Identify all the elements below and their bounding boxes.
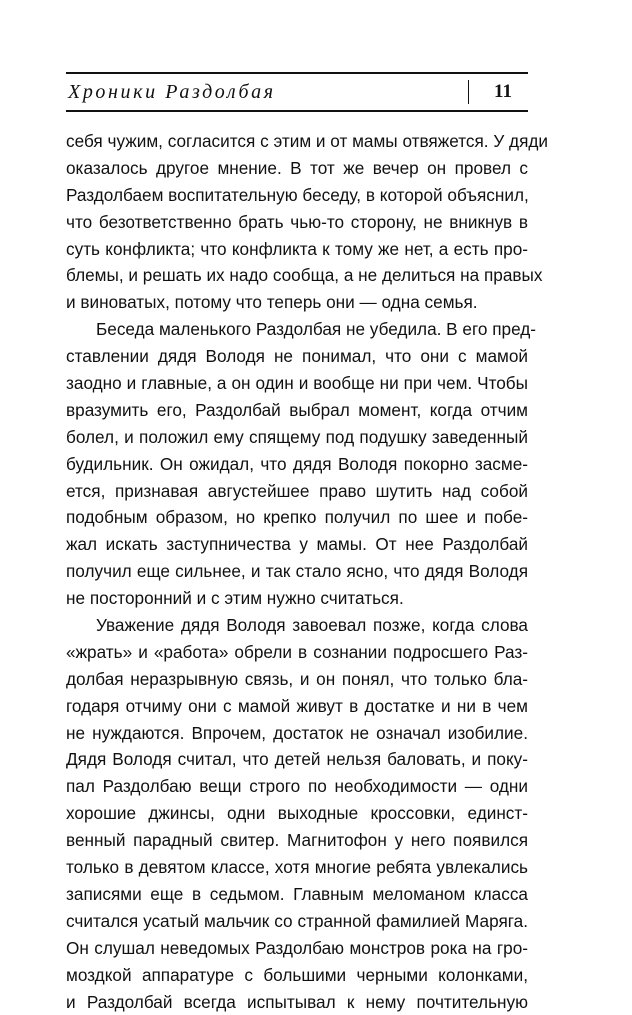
text-line: себя чужим, согласится с этим и от мамы отвяжется. У дяди <box>66 128 528 155</box>
text-line: Он слушал неведомых Раздолбаю монстров рока на гро- <box>66 935 528 962</box>
text-line: вразумить его, Раздолбай выбрал момент, когда отчим <box>66 397 528 424</box>
header-divider <box>468 80 469 104</box>
text-line: получил еще сильнее, и так стало ясно, что дядя Володя <box>66 558 528 585</box>
text-line: Дядя Володя считал, что детей нельзя баловать, и поку- <box>66 746 528 773</box>
text-line: болел, и положил ему спящему под подушку заведенный <box>66 424 528 451</box>
text-line: пал Раздолбаю вещи строго по необходимости — одни <box>66 773 528 800</box>
text-line: и Раздолбай всегда испытывал к нему почтительную <box>66 989 528 1015</box>
text-line: блемы, и решать их надо сообща, а не делиться на правых <box>66 262 528 289</box>
text-line: хорошие джинсы, одни выходные кроссовки, единст- <box>66 800 528 827</box>
text-line: моздкой аппаратуре с большими черными колонками, <box>66 962 528 989</box>
text-line: венный парадный свитер. Магнитофон у него появился <box>66 827 528 854</box>
text-line: ставлении дядя Володя не понимал, что они с мамой <box>66 343 528 370</box>
page-header <box>66 72 528 116</box>
text-line: ется, признавая августейшее право шутить над собой <box>66 478 528 505</box>
text-line: только в девятом классе, хотя многие ребята увлекались <box>66 854 528 881</box>
text-line: не посторонний и с этим нужно считаться. <box>66 585 528 612</box>
text-line: оказалось другое мнение. В тот же вечер он провел с <box>66 155 528 182</box>
text-line: Уважение дядя Володя завоевал позже, когда слова <box>66 612 528 639</box>
text-line: «жрать» и «работа» обрели в сознании подросшего Раз- <box>66 639 528 666</box>
text-line: долбая неразрывную связь, и он понял, что только бла- <box>66 666 528 693</box>
text-line: жал искать заступничества у мамы. От нее Раздолбай <box>66 531 528 558</box>
text-line: будильник. Он ожидал, что дядя Володя покорно засме- <box>66 451 528 478</box>
text-line: Беседа маленького Раздолбая не убедила. В его пред- <box>66 316 528 343</box>
page-number: 11 <box>478 81 528 103</box>
text-line: не нуждаются. Впрочем, достаток не означал изобилие. <box>66 720 528 747</box>
text-line: подобным образом, но крепко получил по шее и побе- <box>66 504 528 531</box>
header-bottom-rule <box>66 110 528 112</box>
text-line: считался усатый мальчик со странной фамилией Маряга. <box>66 908 528 935</box>
text-line: что безответственно брать чью-то сторону, не вникнув в <box>66 209 528 236</box>
text-line: записями еще в седьмом. Главным меломаном класса <box>66 881 528 908</box>
text-line: годаря отчиму они с мамой живут в достатке и ни в чем <box>66 693 528 720</box>
header-top-rule <box>66 72 528 74</box>
text-line: заодно и главные, а он один и вообще ни при чем. Чтобы <box>66 370 528 397</box>
text-line: суть конфликта; что конфликта к тому же нет, а есть про- <box>66 236 528 263</box>
body-text <box>66 128 528 1015</box>
running-title: Хроники Раздолбая <box>68 81 276 104</box>
text-line: и виноватых, потому что теперь они — одна семья. <box>66 289 528 316</box>
text-line: Раздолбаем воспитательную беседу, в которой объяснил, <box>66 182 528 209</box>
